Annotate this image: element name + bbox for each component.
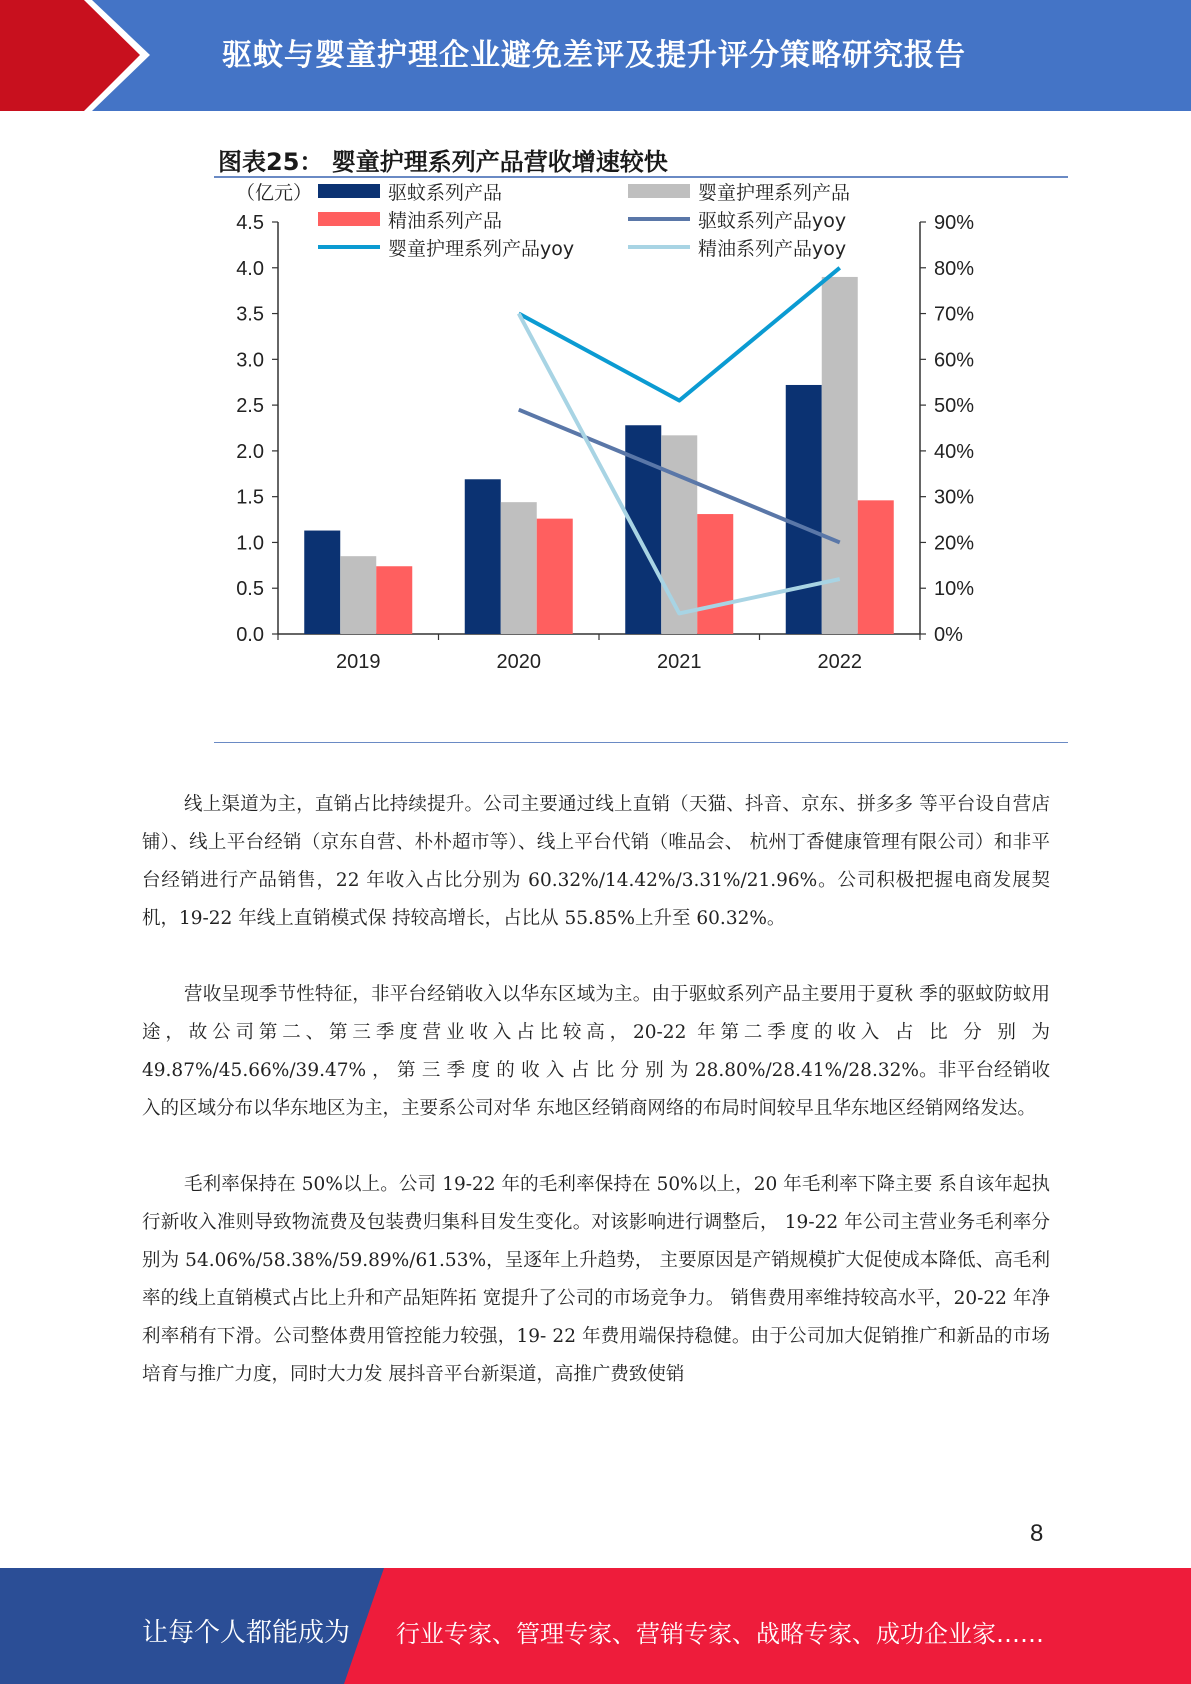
y-tick-label-right: 50% bbox=[934, 395, 975, 418]
y-tick-label-right: 40% bbox=[934, 440, 975, 463]
page-number: 8 bbox=[1030, 1520, 1044, 1547]
y-tick-label-left: 4.5 bbox=[236, 212, 264, 234]
y-tick-label-left: 3.0 bbox=[236, 349, 264, 372]
y-tick-label-right: 10% bbox=[934, 578, 975, 601]
figure-bottom-rule bbox=[214, 742, 1068, 743]
bar-1 bbox=[465, 479, 501, 634]
bar-2 bbox=[501, 502, 537, 634]
bar-1 bbox=[786, 385, 822, 634]
page-header bbox=[0, 0, 1191, 111]
x-tick-label: 2020 bbox=[496, 651, 541, 673]
y-tick-label-left: 0.5 bbox=[236, 578, 264, 601]
x-tick-label: 2021 bbox=[657, 651, 702, 673]
bar-3 bbox=[697, 514, 733, 634]
bar-3 bbox=[537, 519, 573, 634]
y-tick-label-right: 80% bbox=[934, 257, 975, 280]
y-tick-label-left: 0.0 bbox=[236, 624, 264, 646]
bar-3 bbox=[858, 500, 894, 634]
legend-swatch bbox=[318, 212, 380, 226]
x-tick-label: 2019 bbox=[336, 651, 381, 673]
figure-title: 图表25： 婴童护理系列产品营收增速较快 bbox=[218, 148, 668, 176]
unit-label: （亿元） bbox=[236, 182, 313, 204]
report-title: 驱蚊与婴童护理企业避免差评及提升评分策略研究报告 bbox=[222, 38, 966, 73]
legend-label: 婴童护理系列产品 bbox=[698, 182, 851, 204]
legend-label: 驱蚊系列产品yoy bbox=[698, 210, 847, 232]
y-tick-label-left: 2.0 bbox=[236, 440, 264, 463]
bar-2 bbox=[340, 556, 376, 634]
y-tick-label-left: 2.5 bbox=[236, 395, 264, 418]
legend-label: 精油系列产品yoy bbox=[698, 238, 847, 260]
bar-1 bbox=[304, 531, 340, 634]
legend-label: 驱蚊系列产品 bbox=[388, 182, 503, 204]
y-tick-label-right: 20% bbox=[934, 532, 975, 555]
paragraph-online-channels: 线上渠道为主，直销占比持续提升。公司主要通过线上直销（天猫、抖音、京东、拼多多 等平台设自营店铺）、线上平台经销（京东自营、朴朴超市等）、线上平台代销（唯品会、 杭州丁香健康管理有限公司）和非平台经销进行产品销售，22 年收入占比分别为 60.32%/14.42%/3.31%/21.96%。公司积极把握电商发展契机，19-22 年线上直销模式保 持较高增长，占比从 55.85%上升至 60.32%。 bbox=[142, 794, 1050, 929]
figure-top-rule bbox=[214, 176, 1068, 178]
footer-slogan-left: 让每个人都能成为 bbox=[142, 1618, 351, 1648]
yoy-line-2 bbox=[519, 268, 840, 401]
paragraph-seasonality: 营收呈现季节性特征，非平台经销收入以华东区域为主。由于驱蚊系列产品主要用于夏秋 季的驱蚊防蚊用途，故公司第二、第三季度营业收入占比较高，20-22 年第二季度的收入 占 比 分 别 为 49.87%/45.66%/39.47% ， 第 三 季 度 的 收 入 占 比 分 别 为 28.80%/28.41%/28.32%。非平台经销收入的区域分布以华东地区为主，主要系公司对华 东地区经销商网络的布局时间较早且华东地区经销网络发达。 bbox=[142, 984, 1050, 1119]
figure-25 bbox=[214, 136, 1068, 746]
legend-label: 精油系列产品 bbox=[388, 210, 503, 232]
footer-slogan-right: 行业专家、管理专家、营销专家、战略专家、成功企业家…… bbox=[396, 1620, 1044, 1648]
bar-3 bbox=[376, 566, 412, 634]
y-tick-label-right: 0% bbox=[934, 624, 963, 646]
header-arrow-decoration bbox=[0, 0, 150, 111]
legend-label: 婴童护理系列产品yoy bbox=[388, 238, 575, 260]
y-tick-label-right: 90% bbox=[934, 212, 975, 234]
legend-swatch bbox=[318, 184, 380, 198]
y-tick-label-left: 3.5 bbox=[236, 303, 264, 326]
y-tick-label-right: 60% bbox=[934, 349, 975, 372]
bar-2 bbox=[661, 435, 697, 634]
body-text bbox=[142, 786, 1050, 1432]
y-tick-label-right: 30% bbox=[934, 486, 975, 509]
y-tick-label-right: 70% bbox=[934, 303, 975, 326]
paragraph-gross-margin: 毛利率保持在 50%以上。公司 19-22 年的毛利率保持在 50%以上，20 年毛利率下降主要 系自该年起执行新收入准则导致物流费及包装费归集科目发生变化。对该影响进行调整后， 19-22 年公司主营业务毛利率分别为 54.06%/58.38%/59.89%/61.53%，呈逐年上升趋势， 主要原因是产销规模扩大促使成本降低、高毛利率的线上直销模式占比上升和产品矩阵拓 宽提升了公司的市场竞争力。 销售费用率维持较高水平，20-22 年净利率稍有下滑。公司整体费用管控能力较强，19- 22 年费用端保持稳健。由于公司加大促销推广和新品的市场培育与推广力度，同时大力发 展抖音平台新渠道，高推广费致使销 bbox=[142, 1174, 1050, 1385]
x-tick-label: 2022 bbox=[817, 651, 862, 673]
legend-swatch bbox=[628, 184, 690, 198]
y-tick-label-left: 4.0 bbox=[236, 257, 264, 280]
page-footer bbox=[0, 1568, 1191, 1684]
y-tick-label-left: 1.0 bbox=[236, 532, 264, 555]
revenue-chart bbox=[214, 180, 1068, 740]
y-tick-label-left: 1.5 bbox=[236, 486, 264, 509]
